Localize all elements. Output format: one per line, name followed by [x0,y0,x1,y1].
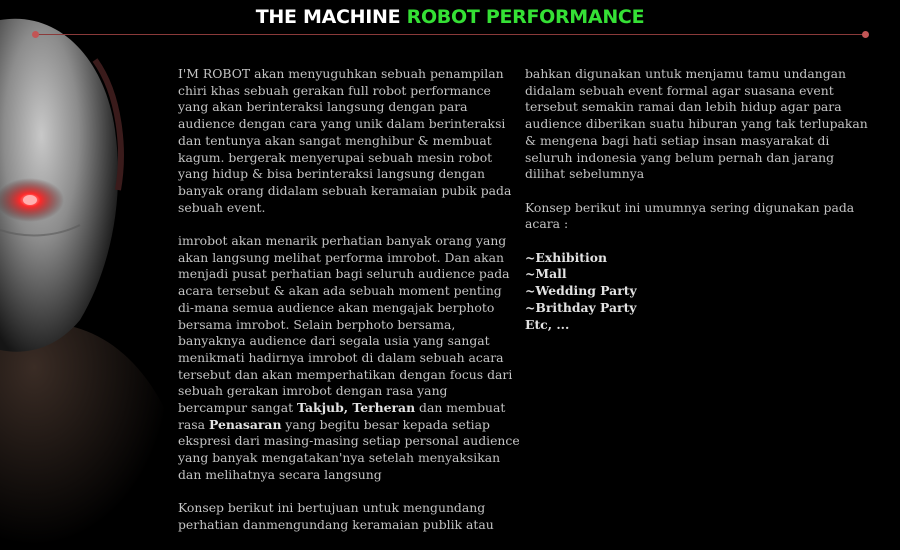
page-title [0,6,900,28]
attention-text-c: dan membuat rasa [178,400,506,432]
list-item: ~Exhibition [525,249,608,265]
header-divider [35,34,866,35]
title-main: THE MACHINE [255,6,401,28]
usage-paragraph: Konsep berikut ini umumnya sering digunakan pada acara : [525,199,855,232]
attention-paragraph [178,233,520,484]
attention-text-d: yang begitu besar kepada setiap ekspresi dari masing-masing setiap personal audience yang banyak mengatakan'nya setelah menyaksikan dan melihatnya secara langsung [178,416,520,482]
page-header [0,0,900,40]
list-item: ~Brithday Party [525,299,637,315]
list-item: Etc, ... [525,316,570,332]
title-accent: ROBOT PERFORMANCE [406,6,645,28]
divider-right-dot [862,31,869,38]
concept-paragraph: Konsep berikut ini bertujuan untuk mengundang perhatian danmengundang keramaian publik atau [178,500,494,532]
emphasis-takjub: Takjub, Terheran [297,400,416,416]
event-type-list [525,250,870,334]
right-text-column [525,66,870,333]
intro-paragraph: I'M ROBOT akan menyuguhkan sebuah penampilan chiri khas sebuah gerakan full robot performance yang akan berinteraksi langsung dengan para audience dengan cara yang unik dalam berinteraksi dan tentunya akan sangat menghibur & membuat kagum. bergerak menyerupai sebuah mesin robot yang hidup & bisa berinteraksi langsung dengan banyak orang didalam sebuah keramaian pubik pada sebuah event. [178,66,512,215]
continuation-paragraph: bahkan digunakan untuk menjamu tamu undangan didalam sebuah event formal agar suasana event tersebut semakin ramai dan lebih hidup agar para audience diberikan suatu hiburan yang tak terlupakan & mengena bagi hati setiap insan masyarakat di seluruh indonesia yang belum pernah dan jarang dilihat sebelumnya [525,66,868,182]
list-item: ~Wedding Party [525,283,637,299]
left-text-column [178,66,520,550]
robot-head-illustration [0,0,180,545]
emphasis-penasaran: Penasaran [209,416,282,432]
list-item: ~Mall [525,266,567,282]
attention-text-a: imrobot akan menarik perhatian banyak orang yang akan langsung melihat performa imrobot. Dan akan menjadi pusat perhatian bagi seluruh audience pada acara tersebut & akan ada sebuah moment penting di-mana semua audience akan mengajak berphoto bersama imrobot. Selain berphoto bersama, banyaknya audience dari segala usia yang sangat menikmati hadirnya imrobot di dalam sebuah acara tersebut dan akan memperhatikan dengan focus dari sebuah gerakan imrobot dengan rasa yang bercampur sangat [178,233,513,416]
divider-left-dot [32,31,39,38]
